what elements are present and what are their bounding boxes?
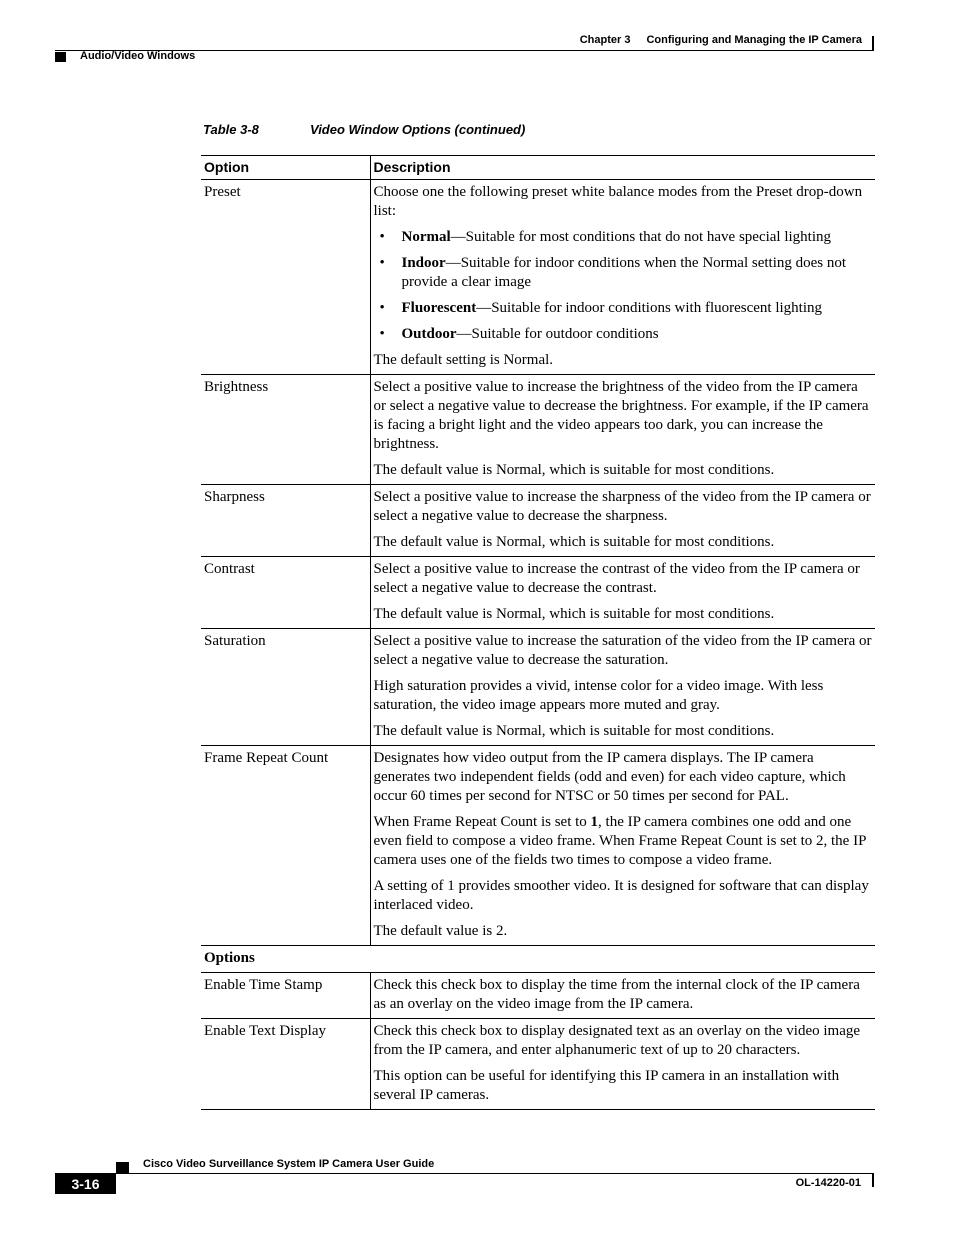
- description-paragraph: Select a positive value to increase the brightness of the video from the IP camera or select a negative value to decrease the brightness. For example, if the IP camera is facing a bright light and the video appears too dark, you can increase the brightness.: [373, 379, 869, 452]
- chapter-number: Chapter 3: [579, 34, 631, 46]
- preset-list: [374, 228, 873, 344]
- option-cell: Saturation: [201, 629, 370, 746]
- video-window-options-table: [201, 155, 875, 1110]
- description-paragraph: The default value is Normal, which is suitable for most conditions.: [373, 462, 775, 478]
- list-item: [374, 299, 873, 318]
- page-number: 3-16: [55, 1174, 116, 1194]
- text-run: When Frame Repeat Count is set to: [373, 814, 591, 830]
- description-paragraph: [374, 813, 873, 870]
- list-item: [374, 254, 873, 292]
- bold-value: 1: [590, 814, 599, 830]
- option-cell: Preset: [201, 180, 370, 375]
- option-cell: Brightness: [201, 375, 370, 485]
- bullet-icon: •: [379, 326, 385, 342]
- table-header-row: [201, 156, 875, 180]
- option-cell: Sharpness: [201, 485, 370, 557]
- running-header: [580, 34, 862, 46]
- section-row: [201, 946, 875, 973]
- list-text: —Suitable for outdoor conditions: [456, 326, 659, 342]
- table-row: [201, 1019, 875, 1110]
- description-cell: [370, 557, 875, 629]
- description-cell: [370, 746, 875, 946]
- option-cell: Frame Repeat Count: [201, 746, 370, 946]
- section-label: Options: [201, 946, 875, 973]
- list-text: —Suitable for indoor conditions when the Normal setting does not provide a clear image: [401, 255, 847, 290]
- table-row: [201, 557, 875, 629]
- list-text: —Suitable for most conditions that do not have special lighting: [450, 229, 832, 245]
- description-cell: [370, 375, 875, 485]
- list-term: Normal: [401, 229, 451, 245]
- table-row: [201, 973, 875, 1019]
- table-row: [201, 746, 875, 946]
- list-item: [374, 325, 873, 344]
- description-paragraph: This option can be useful for identifying this IP camera in an installation with several IP cameras.: [373, 1068, 840, 1103]
- text-run: , the IP camera combines one odd and one even field to compose a video frame. When Frame Repeat Count is set to 2, the IP camera uses one of the fields two times to compose a video frame.: [373, 814, 866, 868]
- list-term: Fluorescent: [401, 300, 477, 316]
- description-paragraph: The default value is Normal, which is suitable for most conditions.: [373, 606, 775, 622]
- description-paragraph: Check this check box to display the time from the internal clock of the IP camera as an overlay on the video image from the IP camera.: [373, 977, 860, 1012]
- column-header-option: Option: [201, 156, 370, 180]
- guide-title: Cisco Video Surveillance System IP Camera User Guide: [143, 1158, 435, 1170]
- footer-tick-mark: [872, 1173, 874, 1187]
- option-cell: Enable Text Display: [201, 1019, 370, 1110]
- description-paragraph: Choose one the following preset white balance modes from the Preset drop-down list:: [373, 184, 863, 219]
- chapter-title: Configuring and Managing the IP Camera: [646, 34, 862, 46]
- header-tick-mark: [872, 36, 874, 50]
- table-row: [201, 180, 875, 375]
- description-paragraph: Designates how video output from the IP camera displays. The IP camera generates two independent fields (odd and even) for each video capture, which occur 60 times per second for NTSC or 50 times per second for PAL.: [373, 750, 846, 804]
- description-cell: [370, 1019, 875, 1110]
- section-name: Audio/Video Windows: [80, 50, 196, 62]
- table-row: [201, 375, 875, 485]
- list-item: [374, 228, 873, 247]
- table-row: [201, 629, 875, 746]
- description-paragraph: Check this check box to display designated text as an overlay on the video image from the IP camera, and enter alphanumeric text of up to 20 characters.: [373, 1023, 861, 1058]
- bullet-icon: •: [379, 255, 385, 271]
- table-number: Table 3-8: [203, 122, 259, 137]
- bullet-icon: •: [379, 229, 385, 245]
- list-text: —Suitable for indoor conditions with fluorescent lighting: [476, 300, 823, 316]
- description-paragraph: High saturation provides a vivid, intense color for a video image. With less saturation, the video image appears more muted and gray.: [373, 678, 824, 713]
- description-cell: [370, 629, 875, 746]
- document-number: OL-14220-01: [795, 1177, 861, 1189]
- list-term: Outdoor: [401, 326, 457, 342]
- description-paragraph: Select a positive value to increase the contrast of the video from the IP camera or select a negative value to decrease the contrast.: [373, 561, 860, 596]
- description-paragraph: Select a positive value to increase the sharpness of the video from the IP camera or select a negative value to decrease the sharpness.: [373, 489, 871, 524]
- bullet-icon: •: [379, 300, 385, 316]
- description-paragraph: A setting of 1 provides smoother video. It is designed for software that can display interlaced video.: [373, 878, 869, 913]
- description-cell: [370, 485, 875, 557]
- table-title: Video Window Options (continued): [310, 122, 526, 137]
- description-paragraph: The default value is 2.: [373, 923, 508, 939]
- description-paragraph: The default setting is Normal.: [373, 352, 554, 368]
- description-cell: [370, 180, 875, 375]
- description-paragraph: The default value is Normal, which is suitable for most conditions.: [373, 534, 775, 550]
- description-cell: [370, 973, 875, 1019]
- description-paragraph: The default value is Normal, which is suitable for most conditions.: [373, 723, 775, 739]
- header-square-marker: [55, 52, 66, 62]
- description-paragraph: Select a positive value to increase the saturation of the video from the IP camera or select a negative value to decrease the saturation.: [373, 633, 872, 668]
- table-caption: [203, 122, 526, 137]
- option-cell: Contrast: [201, 557, 370, 629]
- column-header-description: Description: [370, 156, 875, 180]
- option-cell: Enable Time Stamp: [201, 973, 370, 1019]
- footer-rule: [55, 1173, 874, 1174]
- list-term: Indoor: [401, 255, 446, 271]
- table-row: [201, 485, 875, 557]
